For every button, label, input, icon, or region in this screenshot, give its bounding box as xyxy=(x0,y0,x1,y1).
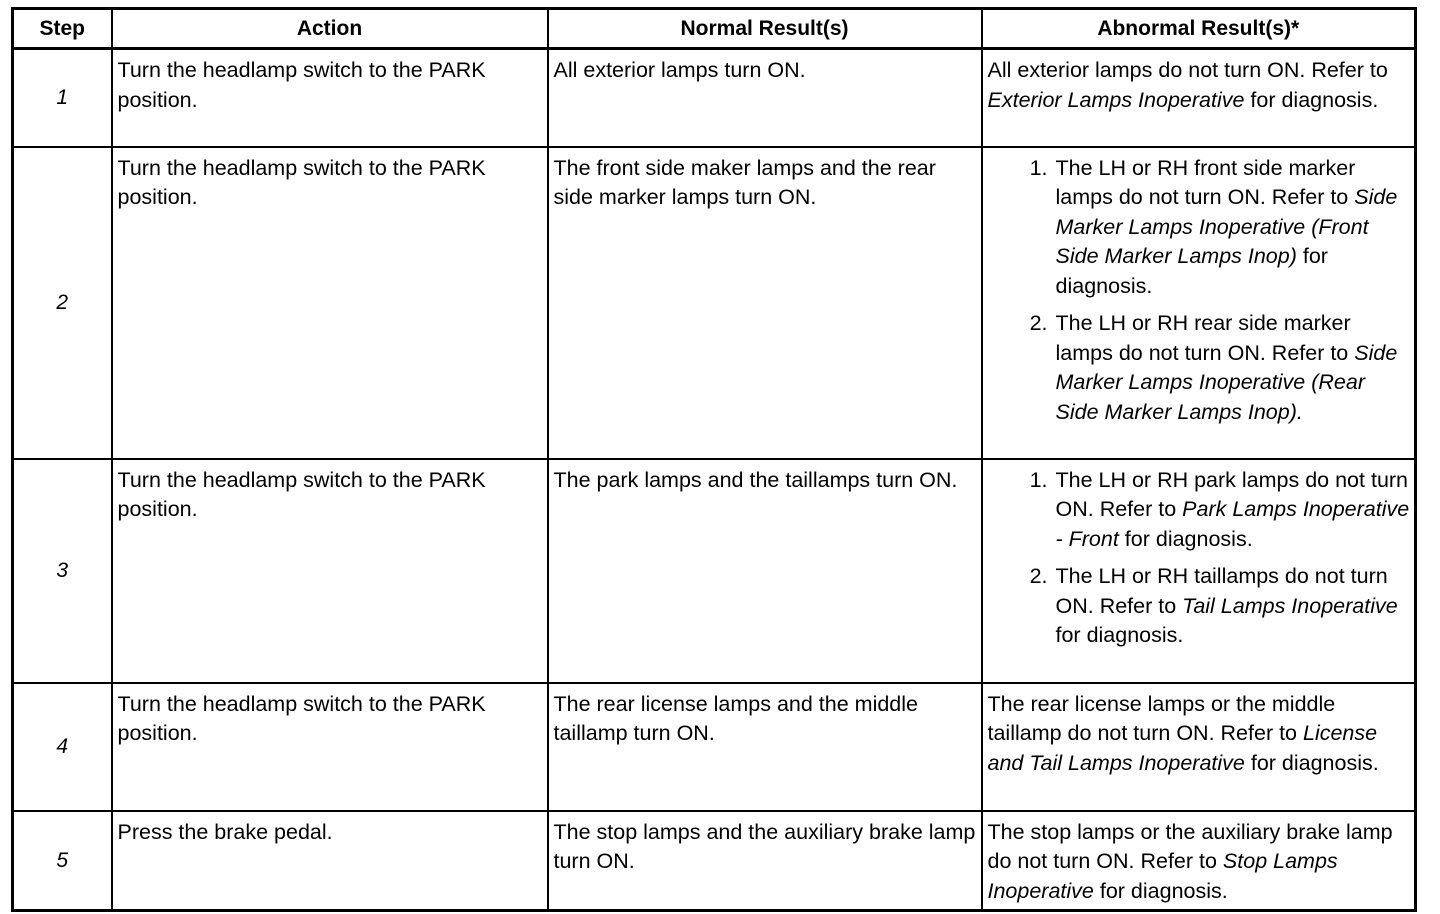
step-number: 4 xyxy=(13,683,112,811)
reference-link: Side Marker Lamps Inoperative (Front Side Marker Lamps Inop) xyxy=(1055,185,1398,268)
abnormal-result-cell xyxy=(982,811,1416,911)
header-normal-results: Normal Result(s) xyxy=(548,9,982,49)
header-row xyxy=(13,9,1416,49)
table-row xyxy=(13,459,1416,683)
abnormal-text: The stop lamps or the auxiliary brake lamp do not turn ON. Refer to xyxy=(987,819,1393,873)
reference-link: Park Lamps Inoperative - Front xyxy=(1055,497,1410,551)
normal-result-cell: The stop lamps and the auxiliary brake lamp turn ON. xyxy=(548,811,982,911)
action-cell: Turn the headlamp switch to the PARK position. xyxy=(112,459,548,683)
abnormal-result-list xyxy=(988,154,1411,428)
action-cell: Turn the headlamp switch to the PARK position. xyxy=(112,683,548,811)
abnormal-text: The LH or RH rear side marker lamps do not turn ON. Refer to xyxy=(1055,311,1355,365)
step-number: 5 xyxy=(13,811,112,911)
normal-result-cell: The park lamps and the taillamps turn ON. xyxy=(548,459,982,683)
abnormal-text: The rear license lamps or the middle taillamp do not turn ON. Refer to xyxy=(987,691,1336,745)
list-item xyxy=(1054,466,1411,555)
abnormal-text-end: for diagnosis. xyxy=(1055,244,1328,298)
normal-result-cell: The front side maker lamps and the rear side marker lamps turn ON. xyxy=(548,147,982,459)
header-abnormal-results: Abnormal Result(s)* xyxy=(982,9,1416,49)
list-item xyxy=(1054,309,1411,427)
abnormal-result-cell xyxy=(982,459,1416,683)
abnormal-result-cell xyxy=(982,49,1416,147)
abnormal-text: All exterior lamps do not turn ON. Refer to xyxy=(987,58,1388,82)
abnormal-text: The LH or RH park lamps do not turn ON. Refer to xyxy=(1055,467,1409,521)
action-cell: Press the brake pedal. xyxy=(112,811,548,911)
abnormal-text-end: for diagnosis. xyxy=(1244,750,1379,775)
step-number: 1 xyxy=(13,49,112,147)
reference-link: Stop Lamps Inoperative xyxy=(987,849,1338,903)
table-row xyxy=(13,147,1416,459)
list-item xyxy=(1054,562,1411,651)
abnormal-text-end: for diagnosis. xyxy=(1244,87,1379,112)
abnormal-result-cell xyxy=(982,683,1416,811)
header-action: Action xyxy=(112,9,548,49)
diagnostic-table-container xyxy=(11,7,1417,912)
normal-result-cell: The rear license lamps and the middle taillamp turn ON. xyxy=(548,683,982,811)
step-number: 2 xyxy=(13,147,112,459)
abnormal-text-end: for diagnosis. xyxy=(1093,878,1228,903)
abnormal-text: The LH or RH front side marker lamps do not turn ON. Refer to xyxy=(1055,155,1356,209)
action-cell: Turn the headlamp switch to the PARK position. xyxy=(112,147,548,459)
table-row xyxy=(13,683,1416,811)
reference-link: Side Marker Lamps Inoperative (Rear Side Marker Lamps Inop). xyxy=(1055,340,1398,424)
action-cell: Turn the headlamp switch to the PARK position. xyxy=(112,49,548,147)
normal-result-cell: All exterior lamps turn ON. xyxy=(548,49,982,147)
list-item xyxy=(1054,154,1411,302)
step-number: 3 xyxy=(13,459,112,683)
abnormal-text-end: for diagnosis. xyxy=(1118,526,1253,551)
table-row xyxy=(13,49,1416,147)
reference-link: License and Tail Lamps Inoperative xyxy=(987,721,1378,775)
abnormal-result-cell xyxy=(982,147,1416,459)
abnormal-text: The LH or RH taillamps do not turn ON. Refer to xyxy=(1055,564,1388,618)
table-row xyxy=(13,811,1416,911)
abnormal-text-end: for diagnosis. xyxy=(1055,623,1184,647)
header-step: Step xyxy=(13,9,112,49)
reference-link: Tail Lamps Inoperative xyxy=(1182,593,1398,618)
abnormal-result-list xyxy=(988,466,1411,651)
diagnostic-table xyxy=(11,7,1417,912)
reference-link: Exterior Lamps Inoperative xyxy=(987,87,1245,112)
